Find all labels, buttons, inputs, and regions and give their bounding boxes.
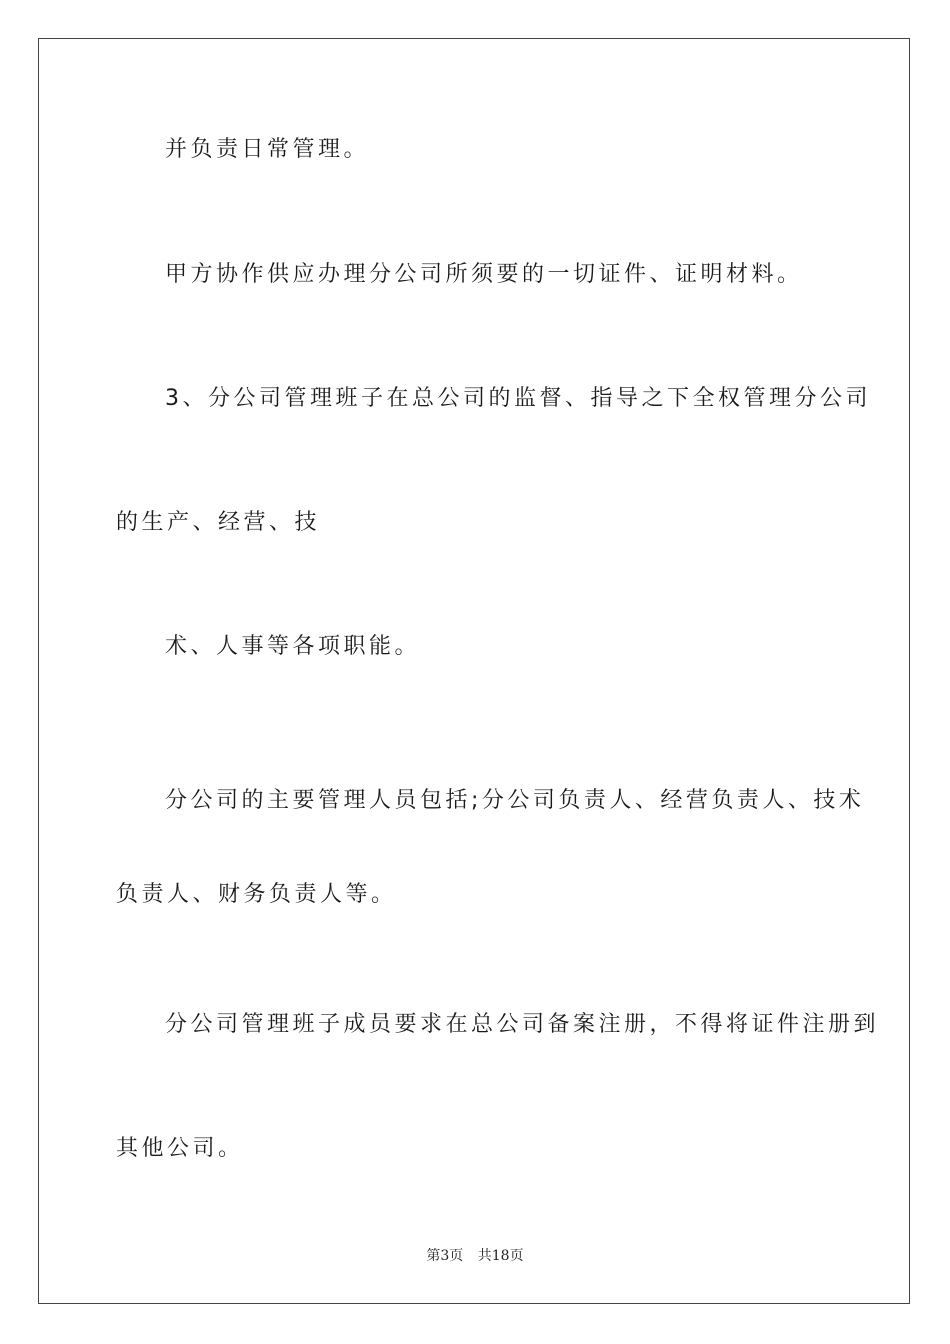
paragraph-line-9: 其他公司。 [116,1136,244,1161]
page-total: 共18页 [477,1248,524,1264]
page-number: 第3页 [426,1248,464,1264]
paragraph-line-1: 并负责日常管理。 [165,137,370,162]
paragraph-line-4: 的生产、经营、技 [116,510,321,535]
paragraph-line-3: 3、分公司管理班子在总公司的监督、指导之下全权管理分公司 [165,386,871,411]
page-footer [0,1246,950,1266]
page-border [38,38,910,1304]
paragraph-line-8: 分公司管理班子成员要求在总公司备案注册，不得将证件注册到 [165,1012,880,1037]
paragraph-line-6: 分公司的主要管理人员包括;分公司负责人、经营负责人、技术 [165,788,865,813]
paragraph-line-2: 甲方协作供应办理分公司所须要的一切证件、证明材料。 [165,262,803,287]
paragraph-line-5: 术、人事等各项职能。 [165,634,421,659]
paragraph-line-7: 负责人、财务负责人等。 [116,882,397,907]
